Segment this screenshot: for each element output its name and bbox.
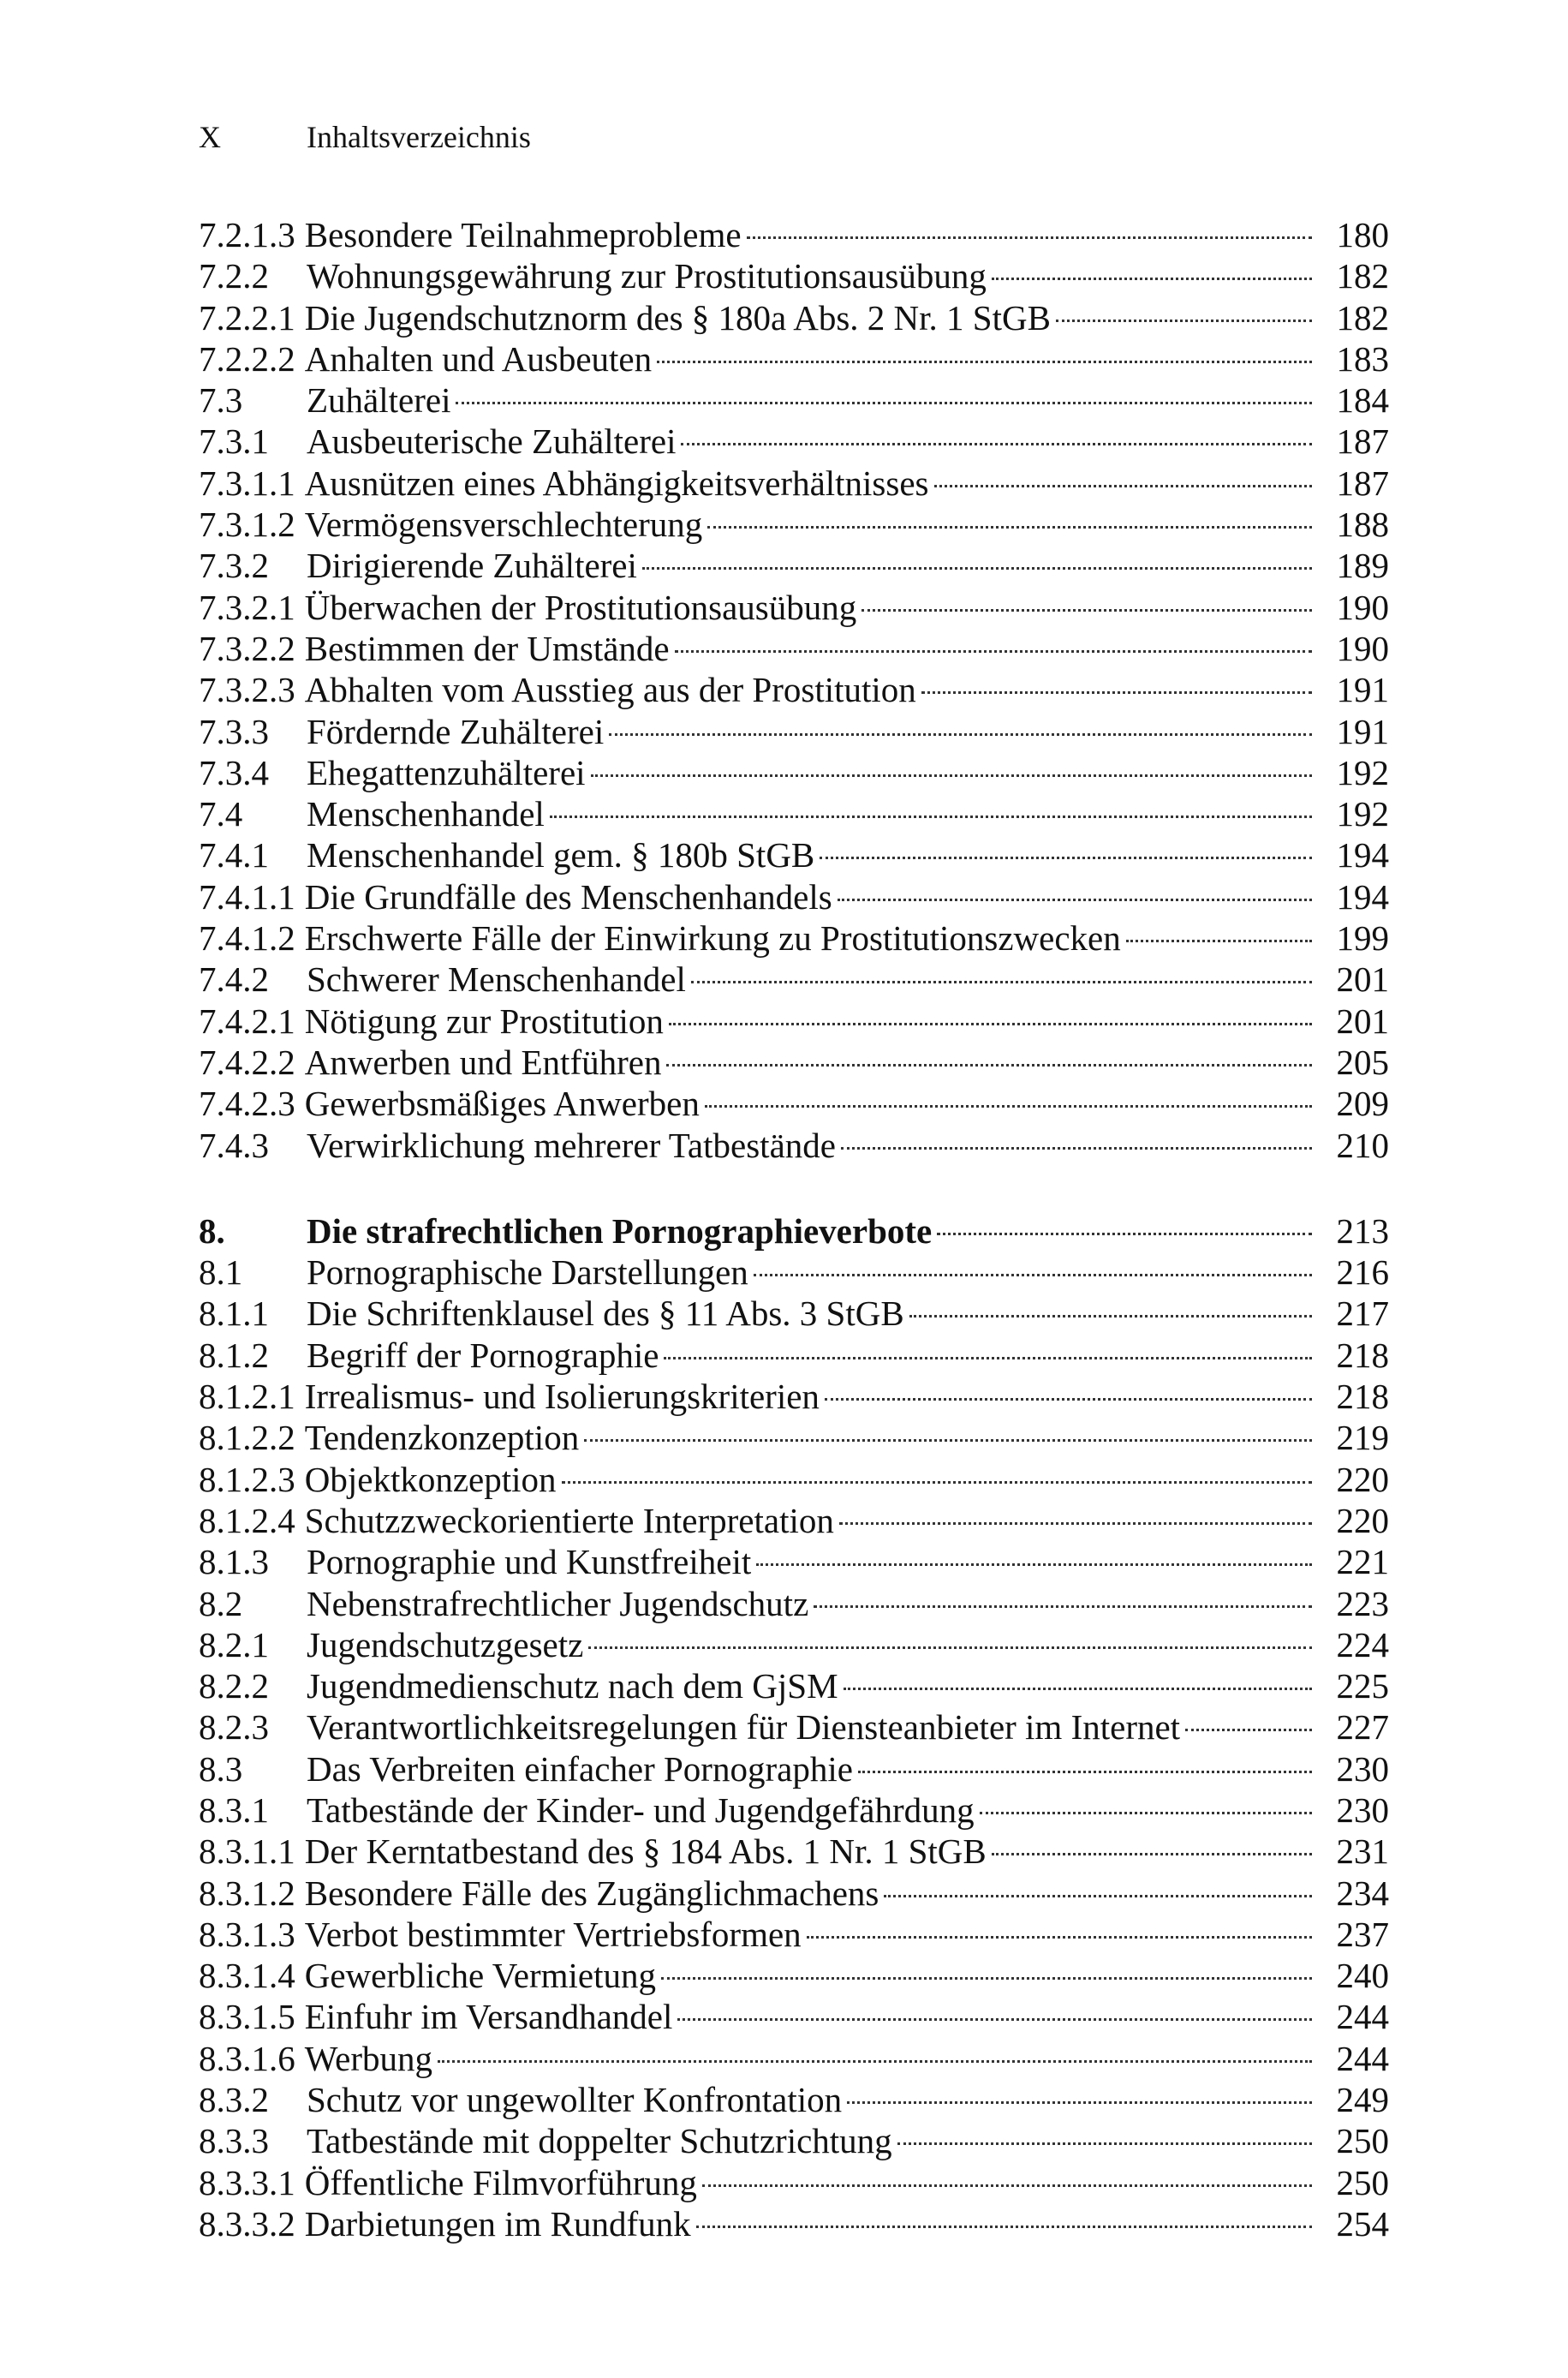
toc-page-number: 184 (1336, 380, 1389, 421)
toc-section-number: 7.4.1.1 (199, 876, 295, 917)
toc-section-title: Tendenzkonzeption (304, 1418, 580, 1458)
toc-page-number: 192 (1336, 794, 1389, 834)
toc-section-number: 8.3.1.2 (199, 1873, 295, 1913)
toc-page-number: 231 (1336, 1831, 1389, 1872)
toc-page-number: 244 (1336, 2038, 1389, 2078)
toc-dot-leader (591, 774, 1312, 777)
toc-section-title: Gewerbsmäßiges Anwerben (304, 1084, 700, 1124)
toc-entry (199, 1955, 1389, 1996)
toc-entry (199, 421, 1389, 462)
toc-section-title: Erschwerte Fälle der Einwirkung zu Prostitutionszwecken (304, 918, 1121, 959)
toc-section-title: Anhalten und Ausbeuten (304, 338, 653, 379)
toc-dot-leader (642, 567, 1312, 570)
toc-section-title: Die Jugendschutznorm des § 180a Abs. 2 Nr. 1 StGB (304, 297, 1051, 338)
toc-page-number: 209 (1336, 1084, 1389, 1124)
toc-page-number: 254 (1336, 2203, 1389, 2244)
toc-section-title: Vermögensverschlechterung (304, 505, 703, 545)
toc-section-title: Öffentliche Filmvorführung (304, 2162, 697, 2202)
toc-page-number: 187 (1336, 463, 1389, 503)
toc-section-number: 8. (199, 1210, 225, 1251)
toc-page-number: 190 (1336, 628, 1389, 668)
toc-entry (199, 1042, 1389, 1083)
toc-section-title: Irrealismus- und Isolierungskriterien (304, 1377, 820, 1417)
toc-section-number: 7.3.1 (199, 421, 269, 462)
toc-dot-leader (562, 1481, 1312, 1484)
toc-section-number: 7.3.2.1 (199, 587, 295, 627)
toc-dot-leader (438, 2060, 1312, 2063)
toc-section-title: Verantwortlichkeitsregelungen für Diensteanbieter im Internet (307, 1707, 1181, 1748)
toc-section-title: Schwerer Menschenhandel (307, 959, 686, 1000)
toc-entry (199, 1748, 1389, 1789)
toc-dot-leader (844, 1688, 1312, 1690)
running-head (199, 118, 531, 156)
toc-entry (199, 1210, 1389, 1252)
toc-entry (199, 2079, 1389, 2120)
toc-section-number: 7.4.2.2 (199, 1042, 295, 1082)
toc-section-title: Jugendschutzgesetz (307, 1624, 584, 1664)
toc-dot-leader (980, 1812, 1312, 1814)
toc-page-number: 250 (1336, 2121, 1389, 2161)
toc-entry (199, 752, 1389, 793)
toc-dot-leader (921, 691, 1312, 694)
toc-dot-leader (825, 1398, 1312, 1401)
toc-page-number: 234 (1336, 1873, 1389, 1913)
toc-entry (199, 2203, 1389, 2244)
toc-section-title: Die Schriftenklausel des § 11 Abs. 3 StGB (307, 1294, 904, 1334)
toc-section-title: Die Grundfälle des Menschenhandels (304, 876, 832, 917)
toc-section-title: Fördernde Zuhälterei (307, 711, 605, 751)
toc-dot-leader (747, 236, 1312, 239)
toc-section-number: 8.3.3 (199, 2121, 269, 2161)
toc-entry (199, 463, 1389, 504)
toc-dot-leader (1185, 1729, 1312, 1731)
toc-section-number: 8.1 (199, 1252, 243, 1293)
toc-section-title: Ehegattenzuhälterei (307, 752, 586, 792)
toc-section-title: Die strafrechtlichen Pornographieverbote (307, 1210, 933, 1251)
toc-page-number: 194 (1336, 835, 1389, 875)
toc-section-number: 8.3.3.2 (199, 2203, 295, 2244)
toc-section-number: 8.1.2.2 (199, 1418, 295, 1458)
toc-page-number: 201 (1336, 959, 1389, 1000)
toc-section-number: 7.4.2.3 (199, 1084, 295, 1124)
toc-page-number: 194 (1336, 876, 1389, 917)
toc-section-title: Tatbestände mit doppelter Schutzrichtung (307, 2121, 892, 2161)
toc-section-title: Nebenstrafrechtlicher Jugendschutz (307, 1583, 809, 1623)
toc-dot-leader (937, 1233, 1312, 1235)
toc-entry (199, 1914, 1389, 1955)
toc-entry (199, 1624, 1389, 1665)
toc-section-title: Werbung (304, 2038, 433, 2078)
toc-section-number: 7.4.2.1 (199, 1001, 295, 1041)
toc-page-number: 217 (1336, 1294, 1389, 1334)
toc-entry (199, 2120, 1389, 2161)
toc-page-number: 190 (1336, 587, 1389, 627)
toc-entry (199, 1873, 1389, 1914)
toc-dot-leader (934, 485, 1312, 487)
toc-section-number: 8.3.2 (199, 2080, 269, 2120)
toc-section-number: 8.3.3.1 (199, 2162, 295, 2202)
toc-section-title: Bestimmen der Umstände (304, 628, 670, 668)
toc-page-number: 250 (1336, 2162, 1389, 2202)
toc-page-number: 199 (1336, 918, 1389, 959)
toc-section-number: 7.4.3 (199, 1125, 269, 1165)
toc-section-number: 8.3.1.6 (199, 2038, 295, 2078)
toc-dot-leader (584, 1439, 1312, 1442)
toc-dot-leader (884, 1895, 1312, 1897)
toc-section-title: Jugendmedienschutz nach dem GjSM (307, 1666, 838, 1706)
toc-page-number: 210 (1336, 1125, 1389, 1165)
toc-section-title: Tatbestände der Kinder- und Jugendgefährdung (307, 1789, 975, 1830)
toc-section-title: Schutz vor ungewollter Konfrontation (307, 2080, 843, 2120)
toc-section-number: 8.3.1 (199, 1789, 269, 1830)
toc-dot-leader (664, 1357, 1312, 1359)
toc-section-title: Überwachen der Prostitutionsausübung (304, 587, 857, 627)
toc-section-title: Menschenhandel (307, 794, 545, 834)
toc-page-number: 183 (1336, 338, 1389, 379)
running-title: Inhaltsverzeichnis (307, 120, 531, 154)
toc-section-number: 8.3.1.4 (199, 1956, 295, 1996)
toc-entry (199, 1789, 1389, 1831)
toc-entry (199, 338, 1389, 379)
toc-section-number: 7.2.2.2 (199, 338, 295, 379)
toc-section-number: 8.3.1.3 (199, 1914, 295, 1954)
toc-entry (199, 1541, 1389, 1582)
toc-dot-leader (909, 1315, 1312, 1317)
table-of-contents (199, 214, 1389, 2244)
toc-section-number: 8.3 (199, 1748, 243, 1789)
toc-page-number: 191 (1336, 670, 1389, 710)
toc-dot-leader (858, 1771, 1312, 1773)
toc-entry (199, 669, 1389, 710)
toc-section-number: 7.3.2.2 (199, 628, 295, 668)
toc-dot-leader (456, 402, 1312, 404)
toc-section-number: 8.3.1.5 (199, 1997, 295, 2037)
toc-entry (199, 1083, 1389, 1124)
toc-page-number: 182 (1336, 297, 1389, 338)
toc-section-title: Verbot bestimmter Vertriebsformen (304, 1914, 802, 1954)
toc-section-number: 8.1.2.1 (199, 1377, 295, 1417)
toc-dot-leader (820, 857, 1312, 859)
toc-dot-leader (705, 1105, 1312, 1108)
toc-section-number: 7.2.2 (199, 256, 269, 296)
toc-page-number: 244 (1336, 1997, 1389, 2037)
toc-page-number: 218 (1336, 1377, 1389, 1417)
toc-entry (199, 1665, 1389, 1706)
toc-entry (199, 1459, 1389, 1500)
toc-entry (199, 255, 1389, 296)
toc-entry (199, 876, 1389, 917)
toc-entry (199, 1583, 1389, 1624)
toc-section-title: Ausbeuterische Zuhälterei (307, 421, 677, 462)
toc-dot-leader (756, 1563, 1312, 1566)
toc-section-title: Begriff der Pornographie (307, 1335, 659, 1375)
toc-dot-leader (588, 1646, 1312, 1649)
page-folio: X (199, 120, 221, 154)
toc-page-number: 220 (1336, 1459, 1389, 1499)
toc-section-title: Nötigung zur Prostitution (304, 1001, 664, 1041)
toc-dot-leader (847, 2101, 1312, 2104)
toc-entry (199, 1417, 1389, 1458)
toc-page-number: 201 (1336, 1001, 1389, 1041)
toc-section-number: 8.2.2 (199, 1666, 269, 1706)
toc-section-title: Der Kerntatbestand des § 184 Abs. 1 Nr. 1 StGB (304, 1831, 987, 1872)
toc-dot-leader (657, 361, 1312, 363)
toc-dot-leader (754, 1274, 1312, 1276)
toc-dot-leader (661, 1977, 1312, 1980)
toc-page-number: 237 (1336, 1914, 1389, 1954)
toc-section-number: 7.4.1.2 (199, 918, 295, 959)
toc-page-number: 225 (1336, 1666, 1389, 1706)
toc-page-number: 219 (1336, 1418, 1389, 1458)
toc-dot-leader (862, 609, 1312, 612)
toc-section-title: Gewerbliche Vermietung (304, 1956, 656, 1996)
toc-section-number: 7.4.2 (199, 959, 269, 1000)
toc-section-number: 8.3.1.1 (199, 1831, 295, 1872)
toc-page-number: 189 (1336, 546, 1389, 586)
toc-dot-leader (814, 1605, 1312, 1608)
toc-entry (199, 917, 1389, 959)
toc-page-number: 223 (1336, 1583, 1389, 1623)
toc-page-number: 249 (1336, 2080, 1389, 2120)
toc-dot-leader (1056, 320, 1312, 322)
toc-dot-leader (1126, 940, 1312, 942)
toc-entry (199, 628, 1389, 669)
toc-entry (199, 2162, 1389, 2203)
toc-page-number: 240 (1336, 1956, 1389, 1996)
toc-page-number: 180 (1336, 215, 1389, 254)
toc-dot-leader (992, 278, 1312, 280)
toc-entry (199, 834, 1389, 875)
toc-dot-leader (609, 733, 1312, 736)
toc-entry (199, 297, 1389, 338)
toc-section-number: 7.3.1.2 (199, 505, 295, 545)
toc-section-number: 7.3.4 (199, 752, 269, 792)
toc-entry (199, 214, 1389, 255)
toc-entry (199, 1252, 1389, 1293)
toc-entry (199, 711, 1389, 752)
toc-dot-leader (807, 1936, 1312, 1939)
toc-dot-leader (675, 650, 1312, 653)
toc-entry (199, 587, 1389, 628)
toc-dot-leader (691, 981, 1312, 983)
toc-section-number: 7.3 (199, 380, 243, 421)
toc-section-number: 7.3.2.3 (199, 670, 295, 710)
toc-section-title: Einfuhr im Versandhandel (304, 1997, 673, 2037)
toc-dot-leader (839, 1522, 1312, 1525)
toc-section-number: 8.2 (199, 1583, 243, 1623)
toc-dot-leader (681, 443, 1312, 445)
toc-page-number: 224 (1336, 1624, 1389, 1664)
toc-entry (199, 1831, 1389, 1872)
toc-page-number: 216 (1336, 1252, 1389, 1293)
toc-page-number: 230 (1336, 1789, 1389, 1830)
toc-page-number: 221 (1336, 1542, 1389, 1582)
toc-section-title: Pornographie und Kunstfreiheit (307, 1542, 752, 1582)
toc-section-title: Zuhälterei (307, 380, 451, 421)
toc-section-title: Das Verbreiten einfacher Pornographie (307, 1748, 853, 1789)
toc-page-number: 220 (1336, 1500, 1389, 1540)
toc-dot-leader (702, 2184, 1312, 2187)
toc-section-title: Verwirklichung mehrerer Tatbestände (307, 1125, 836, 1165)
toc-section-number: 7.3.2 (199, 546, 269, 586)
toc-section-title: Abhalten vom Ausstieg aus der Prostitution (304, 670, 916, 710)
toc-section-number: 7.4 (199, 794, 243, 834)
toc-section-title: Besondere Teilnahmeprobleme (304, 215, 742, 254)
toc-dot-leader (841, 1147, 1312, 1150)
toc-section-title: Wohnungsgewährung zur Prostitutionsausübung (307, 256, 987, 296)
toc-dot-leader (992, 1853, 1312, 1855)
toc-entry (199, 545, 1389, 586)
toc-entry (199, 1376, 1389, 1417)
toc-entry (199, 1335, 1389, 1376)
toc-section-number: 7.4.1 (199, 835, 269, 875)
toc-page-number: 191 (1336, 711, 1389, 751)
toc-section-number: 7.2.2.1 (199, 297, 295, 338)
toc-section-title: Dirigierende Zuhälterei (307, 546, 637, 586)
toc-page-number: 187 (1336, 421, 1389, 462)
toc-entry (199, 1293, 1389, 1334)
toc-section-number: 8.2.3 (199, 1707, 269, 1748)
toc-page-number: 188 (1336, 505, 1389, 545)
toc-section-number: 7.2.1.3 (199, 215, 295, 254)
toc-section-number: 8.1.2 (199, 1335, 269, 1375)
toc-section-number: 7.3.1.1 (199, 463, 295, 503)
toc-page-number: 192 (1336, 752, 1389, 792)
toc-entry (199, 1125, 1389, 1166)
toc-entry (199, 2038, 1389, 2079)
toc-dot-leader (696, 2226, 1312, 2228)
toc-dot-leader (669, 1023, 1312, 1025)
toc-dot-leader (550, 816, 1312, 818)
toc-section-number: 8.1.1 (199, 1294, 269, 1334)
toc-page-number: 230 (1336, 1748, 1389, 1789)
toc-entry (199, 793, 1389, 834)
toc-dot-leader (707, 526, 1312, 529)
toc-entry (199, 504, 1389, 545)
toc-dot-leader (897, 2142, 1312, 2145)
toc-page-number: 227 (1336, 1707, 1389, 1748)
toc-page-number: 182 (1336, 256, 1389, 296)
toc-section-title: Schutzzweckorientierte Interpretation (304, 1500, 834, 1540)
toc-section-title: Ausnützen eines Abhängigkeitsverhältnisses (304, 463, 929, 503)
toc-page-number: 205 (1336, 1042, 1389, 1082)
toc-section-title: Anwerben und Entführen (304, 1042, 662, 1082)
toc-dot-leader (838, 899, 1312, 901)
toc-entry (199, 1996, 1389, 2037)
toc-section-title: Menschenhandel gem. § 180b StGB (307, 835, 815, 875)
toc-entry (199, 1500, 1389, 1541)
toc-entry (199, 379, 1389, 421)
toc-section-title: Pornographische Darstellungen (307, 1252, 748, 1293)
toc-section-title: Besondere Fälle des Zugänglichmachens (304, 1873, 879, 1913)
toc-section-number: 7.3.3 (199, 711, 269, 751)
toc-dot-leader (666, 1064, 1312, 1067)
toc-section-number: 8.1.2.4 (199, 1500, 295, 1540)
toc-section-number: 8.1.3 (199, 1542, 269, 1582)
toc-page-number: 213 (1336, 1210, 1389, 1251)
toc-section-number: 8.1.2.3 (199, 1459, 295, 1499)
toc-entry (199, 959, 1389, 1000)
toc-section-title: Darbietungen im Rundfunk (304, 2203, 691, 2244)
toc-dot-leader (677, 2018, 1312, 2021)
toc-entry (199, 1001, 1389, 1042)
toc-page-number: 218 (1336, 1335, 1389, 1375)
toc-entry (199, 1706, 1389, 1748)
toc-section-number: 8.2.1 (199, 1624, 269, 1664)
toc-section-title: Objektkonzeption (304, 1459, 557, 1499)
